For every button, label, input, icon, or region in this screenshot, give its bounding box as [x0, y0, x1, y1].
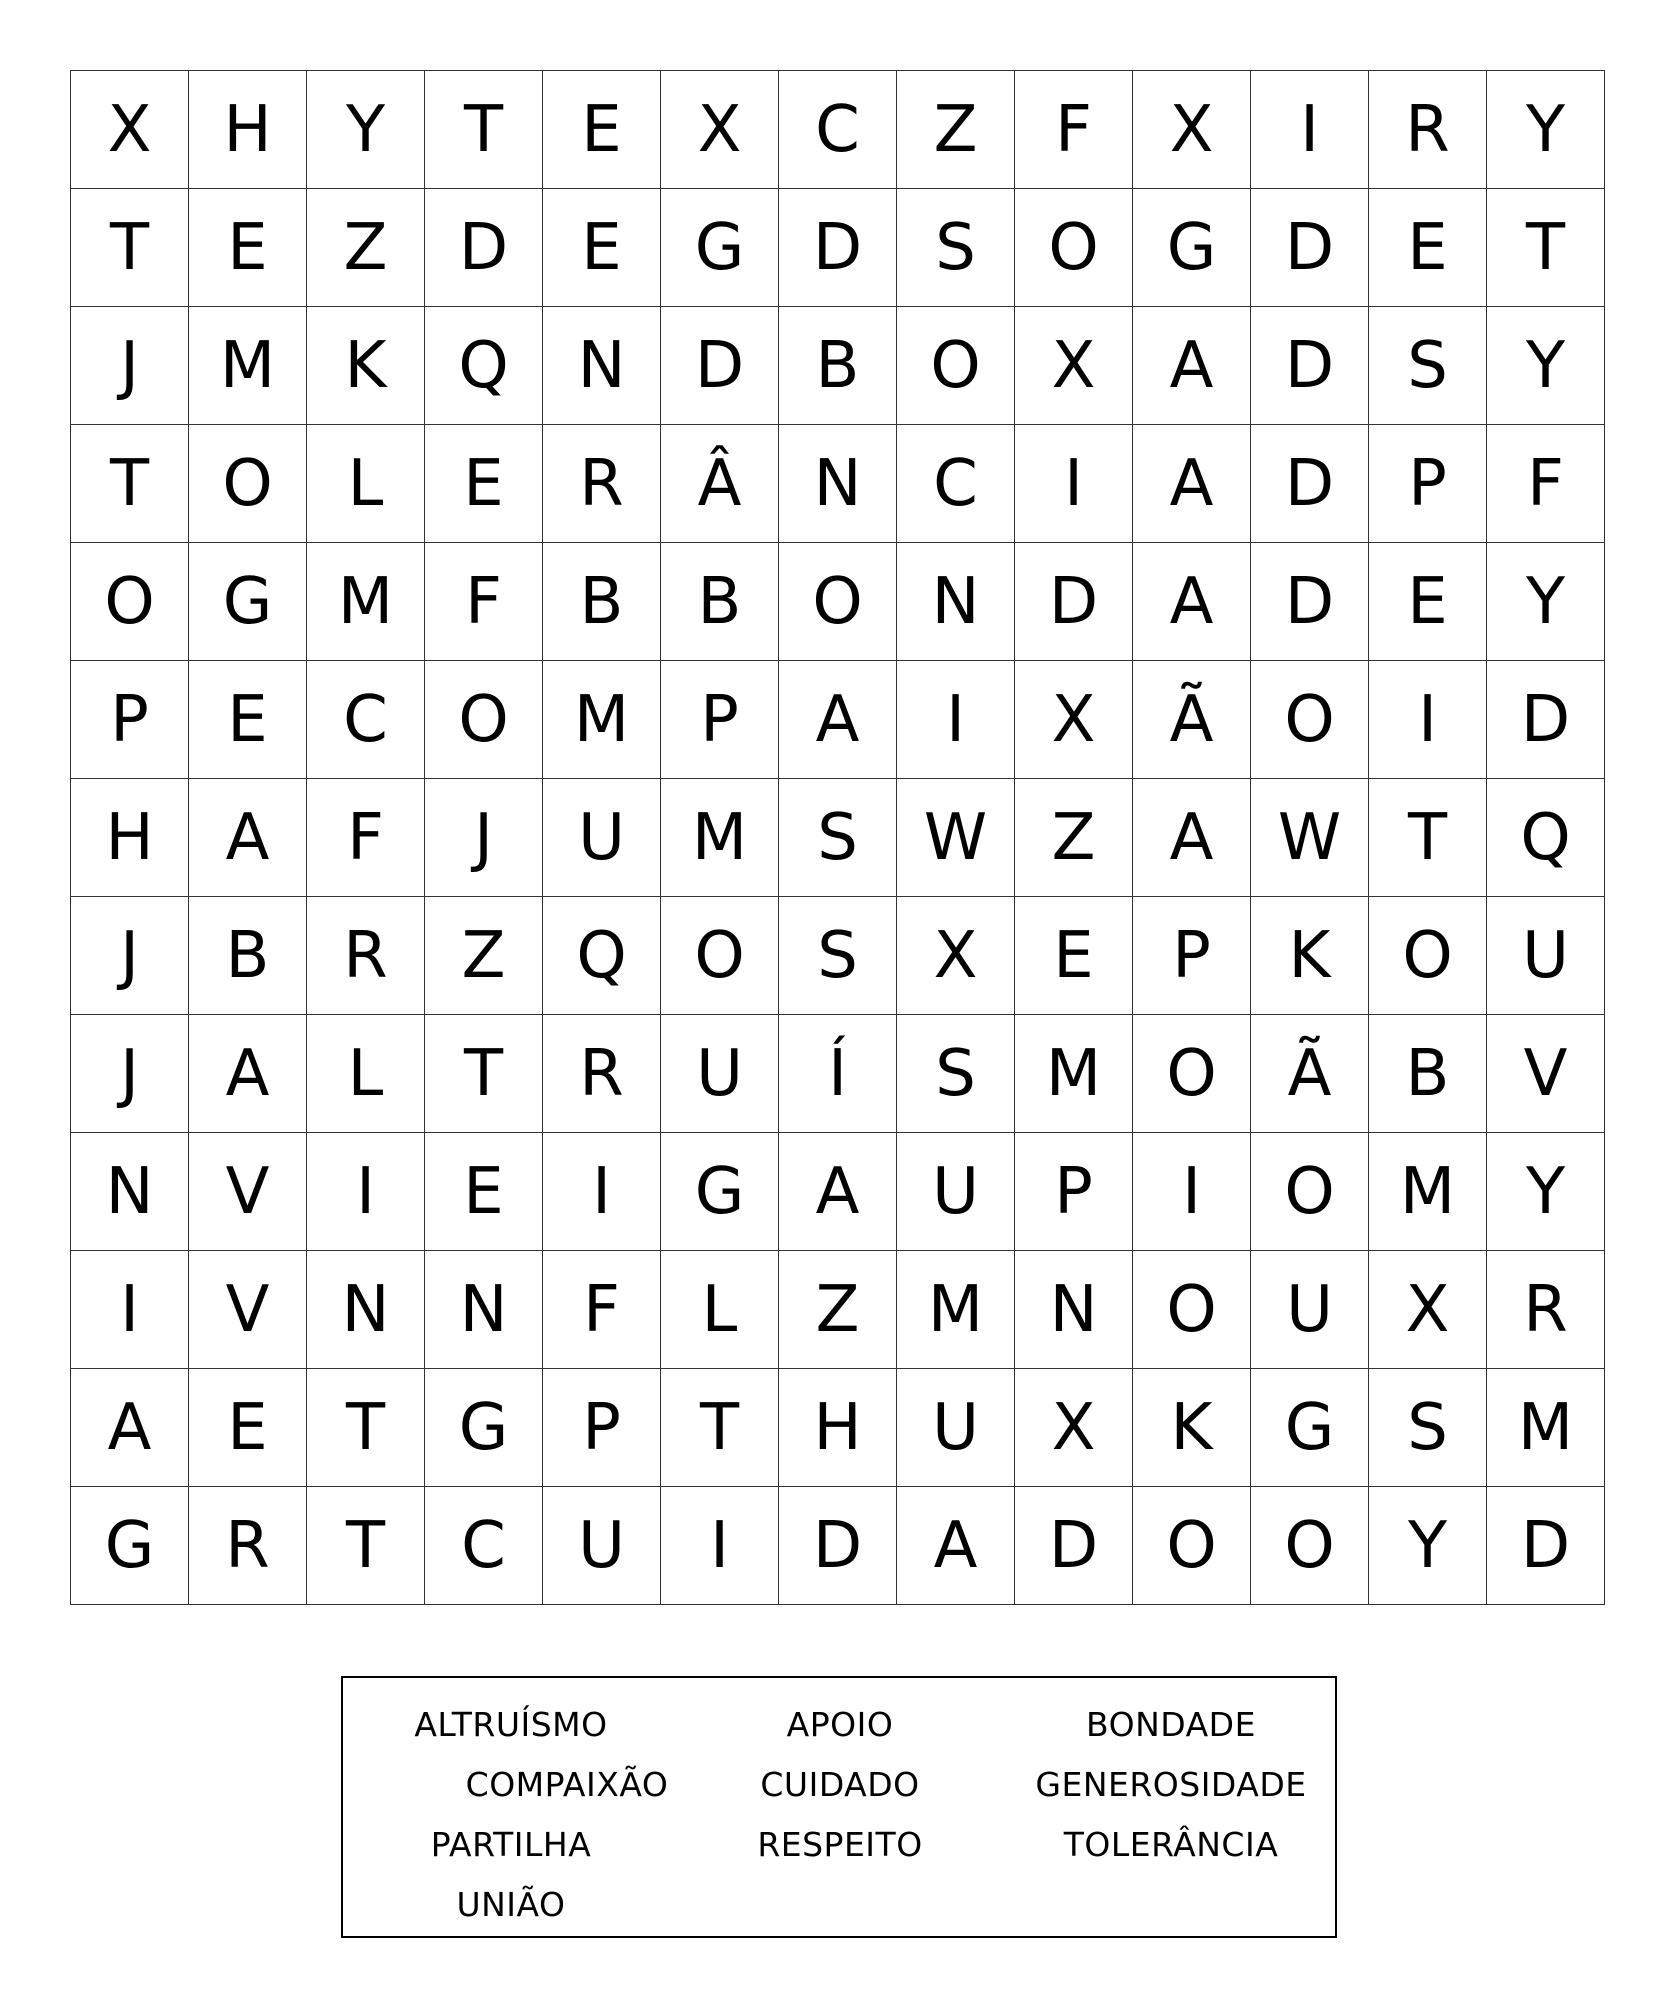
grid-cell[interactable]: F [1015, 71, 1133, 189]
word-list-item: CUIDADO [760, 1765, 920, 1804]
grid-cell[interactable]: D [1487, 1487, 1605, 1605]
grid-cell[interactable]: M [1487, 1369, 1605, 1487]
grid-cell[interactable]: D [779, 1487, 897, 1605]
grid-cell[interactable]: F [543, 1251, 661, 1369]
word-list-item: RESPEITO [757, 1825, 923, 1864]
grid-cell[interactable]: E [425, 425, 543, 543]
grid-cell[interactable]: H [189, 71, 307, 189]
grid-cell[interactable]: E [189, 1369, 307, 1487]
word-list-item: PARTILHA [430, 1825, 592, 1864]
grid-cell[interactable]: P [543, 1369, 661, 1487]
grid-cell[interactable]: Y [1487, 307, 1605, 425]
grid-cell[interactable]: Í [779, 1015, 897, 1133]
grid-cell[interactable]: U [543, 1487, 661, 1605]
grid-cell[interactable]: Y [1487, 543, 1605, 661]
grid-cell[interactable]: O [1133, 1251, 1251, 1369]
grid-cell[interactable]: Z [897, 71, 1015, 189]
word-list-item: ALTRUÍSMO [414, 1705, 608, 1744]
grid-cell[interactable]: M [1015, 1015, 1133, 1133]
grid-cell[interactable]: Z [425, 897, 543, 1015]
grid-cell[interactable]: E [1015, 897, 1133, 1015]
grid-cell[interactable]: D [779, 189, 897, 307]
grid-cell[interactable]: E [189, 661, 307, 779]
grid-cell[interactable]: S [1369, 1369, 1487, 1487]
grid-cell[interactable]: U [1487, 897, 1605, 1015]
grid-cell[interactable]: G [425, 1369, 543, 1487]
grid-cell[interactable]: Y [1487, 71, 1605, 189]
grid-cell[interactable]: R [543, 425, 661, 543]
grid-cell[interactable]: C [897, 425, 1015, 543]
grid-cell[interactable]: Z [779, 1251, 897, 1369]
grid-cell[interactable]: X [71, 71, 189, 189]
grid-cell[interactable]: H [71, 779, 189, 897]
grid-cell[interactable]: T [307, 1369, 425, 1487]
grid-cell[interactable]: I [661, 1487, 779, 1605]
grid-cell[interactable]: M [897, 1251, 1015, 1369]
grid-cell[interactable]: K [1133, 1369, 1251, 1487]
grid-cell[interactable]: N [779, 425, 897, 543]
grid-cell[interactable]: X [1015, 661, 1133, 779]
grid-cell[interactable]: A [189, 1015, 307, 1133]
grid-cell[interactable]: L [307, 425, 425, 543]
grid-cell[interactable]: O [1133, 1487, 1251, 1605]
grid-cell[interactable]: Q [1487, 779, 1605, 897]
grid-cell[interactable]: P [1369, 425, 1487, 543]
grid-cell[interactable]: U [1251, 1251, 1369, 1369]
grid-cell[interactable]: O [71, 543, 189, 661]
grid-cell[interactable]: G [1251, 1369, 1369, 1487]
grid-cell[interactable]: Y [1487, 1133, 1605, 1251]
grid-cell[interactable]: N [897, 543, 1015, 661]
grid-cell[interactable]: O [1251, 1487, 1369, 1605]
grid-cell[interactable]: O [1251, 1133, 1369, 1251]
grid-cell[interactable]: Â [661, 425, 779, 543]
grid-cell[interactable]: T [425, 1015, 543, 1133]
grid-cell[interactable]: O [189, 425, 307, 543]
grid-cell[interactable]: T [71, 189, 189, 307]
grid-cell[interactable]: I [897, 661, 1015, 779]
grid-cell[interactable]: I [543, 1133, 661, 1251]
grid-cell[interactable]: O [425, 661, 543, 779]
grid-cell[interactable]: S [897, 189, 1015, 307]
grid-cell[interactable]: U [661, 1015, 779, 1133]
grid-cell[interactable]: F [1487, 425, 1605, 543]
grid-cell[interactable]: A [1133, 543, 1251, 661]
grid-cell[interactable]: T [71, 425, 189, 543]
grid-cell[interactable]: S [779, 897, 897, 1015]
grid-cell[interactable]: N [543, 307, 661, 425]
grid-cell[interactable]: X [1133, 71, 1251, 189]
grid-cell[interactable]: T [661, 1369, 779, 1487]
word-list-item: UNIÃO [456, 1885, 566, 1924]
grid-cell[interactable]: J [71, 897, 189, 1015]
grid-cell[interactable]: I [307, 1133, 425, 1251]
grid-cell[interactable]: E [425, 1133, 543, 1251]
grid-cell[interactable]: A [779, 1133, 897, 1251]
word-list-item: GENEROSIDADE [1035, 1765, 1307, 1804]
grid-cell[interactable]: B [189, 897, 307, 1015]
grid-cell[interactable]: N [307, 1251, 425, 1369]
grid-cell[interactable]: I [1133, 1133, 1251, 1251]
word-list-item: TOLERÂNCIA [1063, 1825, 1279, 1864]
letter-grid [70, 70, 1605, 1605]
grid-cell[interactable]: N [71, 1133, 189, 1251]
word-list-item: APOIO [786, 1705, 894, 1744]
grid-cell[interactable]: C [779, 71, 897, 189]
grid-cell[interactable]: C [307, 661, 425, 779]
grid-cell[interactable]: P [1015, 1133, 1133, 1251]
grid-cell[interactable]: X [897, 897, 1015, 1015]
grid-cell[interactable]: F [425, 543, 543, 661]
grid-cell[interactable]: R [543, 1015, 661, 1133]
grid-cell[interactable]: D [1251, 189, 1369, 307]
grid-cell[interactable]: V [189, 1251, 307, 1369]
grid-cell[interactable]: T [1369, 779, 1487, 897]
grid-cell[interactable]: A [1133, 307, 1251, 425]
grid-cell[interactable]: D [1251, 543, 1369, 661]
grid-cell[interactable]: J [71, 1015, 189, 1133]
grid-cell[interactable]: U [897, 1133, 1015, 1251]
grid-cell[interactable]: P [1133, 897, 1251, 1015]
word-list-item: COMPAIXÃO [465, 1765, 669, 1804]
grid-cell[interactable]: A [779, 661, 897, 779]
grid-cell[interactable]: M [543, 661, 661, 779]
grid-cell[interactable]: K [1251, 897, 1369, 1015]
grid-cell[interactable]: E [189, 189, 307, 307]
grid-cell[interactable]: V [1487, 1015, 1605, 1133]
grid-cell[interactable]: A [897, 1487, 1015, 1605]
grid-cell[interactable]: B [779, 307, 897, 425]
grid-cell[interactable]: X [661, 71, 779, 189]
grid-cell[interactable]: R [1369, 71, 1487, 189]
grid-cell[interactable]: B [661, 543, 779, 661]
grid-cell[interactable]: O [1133, 1015, 1251, 1133]
grid-cell[interactable]: E [543, 189, 661, 307]
grid-cell[interactable]: M [661, 779, 779, 897]
grid-cell[interactable]: O [1015, 189, 1133, 307]
grid-cell[interactable]: J [425, 779, 543, 897]
word-list-box [341, 1676, 1337, 1938]
grid-cell[interactable]: E [543, 71, 661, 189]
grid-cell[interactable]: W [897, 779, 1015, 897]
grid-cell[interactable]: Q [543, 897, 661, 1015]
grid-cell[interactable]: U [543, 779, 661, 897]
grid-cell[interactable]: Ã [1251, 1015, 1369, 1133]
grid-cell[interactable]: D [1487, 661, 1605, 779]
grid-cell[interactable]: T [1487, 189, 1605, 307]
grid-cell[interactable]: H [779, 1369, 897, 1487]
grid-cell[interactable]: M [1369, 1133, 1487, 1251]
grid-cell[interactable]: D [425, 189, 543, 307]
grid-cell[interactable]: E [1369, 543, 1487, 661]
grid-cell[interactable]: I [1369, 661, 1487, 779]
grid-cell[interactable]: Q [425, 307, 543, 425]
grid-cell[interactable]: G [189, 543, 307, 661]
grid-cell[interactable]: J [71, 307, 189, 425]
grid-cell[interactable]: M [307, 543, 425, 661]
grid-cell[interactable]: N [425, 1251, 543, 1369]
grid-cell[interactable]: Z [1015, 779, 1133, 897]
grid-cell[interactable]: O [1369, 897, 1487, 1015]
grid-cell[interactable]: Ã [1133, 661, 1251, 779]
grid-cell[interactable]: A [71, 1369, 189, 1487]
grid-cell[interactable]: K [307, 307, 425, 425]
grid-cell[interactable]: D [1251, 307, 1369, 425]
grid-cell[interactable]: R [189, 1487, 307, 1605]
grid-cell[interactable]: A [1133, 779, 1251, 897]
grid-cell[interactable]: D [1251, 425, 1369, 543]
grid-cell[interactable]: S [897, 1015, 1015, 1133]
grid-cell[interactable]: D [1015, 543, 1133, 661]
grid-cell[interactable]: G [661, 189, 779, 307]
grid-cell[interactable]: C [425, 1487, 543, 1605]
grid-cell[interactable]: R [307, 897, 425, 1015]
grid-cell[interactable]: B [543, 543, 661, 661]
grid-cell[interactable]: P [71, 661, 189, 779]
grid-cell[interactable]: X [1015, 1369, 1133, 1487]
grid-cell[interactable]: M [189, 307, 307, 425]
grid-cell[interactable]: O [661, 897, 779, 1015]
grid-cell[interactable]: P [661, 661, 779, 779]
grid-cell[interactable]: A [189, 779, 307, 897]
grid-cell[interactable]: L [307, 1015, 425, 1133]
grid-cell[interactable]: G [661, 1133, 779, 1251]
grid-cell[interactable]: I [1251, 71, 1369, 189]
grid-cell[interactable]: W [1251, 779, 1369, 897]
grid-cell[interactable]: X [1015, 307, 1133, 425]
grid-cell[interactable]: B [1369, 1015, 1487, 1133]
grid-cell[interactable]: R [1487, 1251, 1605, 1369]
grid-cell[interactable]: G [71, 1487, 189, 1605]
grid-cell[interactable]: T [425, 71, 543, 189]
grid-cell[interactable]: Y [307, 71, 425, 189]
grid-cell[interactable]: Z [307, 189, 425, 307]
grid-cell[interactable]: T [307, 1487, 425, 1605]
grid-cell[interactable]: I [71, 1251, 189, 1369]
grid-cell[interactable]: V [189, 1133, 307, 1251]
grid-cell[interactable]: X [1369, 1251, 1487, 1369]
grid-cell[interactable]: U [897, 1369, 1015, 1487]
grid-cell[interactable]: D [1015, 1487, 1133, 1605]
grid-cell[interactable]: O [779, 543, 897, 661]
grid-cell[interactable]: S [1369, 307, 1487, 425]
grid-cell[interactable]: G [1133, 189, 1251, 307]
grid-cell[interactable]: F [307, 779, 425, 897]
grid-cell[interactable]: D [661, 307, 779, 425]
grid-cell[interactable]: S [779, 779, 897, 897]
grid-cell[interactable]: L [661, 1251, 779, 1369]
grid-cell[interactable]: A [1133, 425, 1251, 543]
grid-cell[interactable]: N [1015, 1251, 1133, 1369]
word-list-item: BONDADE [1086, 1705, 1256, 1744]
grid-cell[interactable]: Y [1369, 1487, 1487, 1605]
grid-cell[interactable]: O [897, 307, 1015, 425]
grid-cell[interactable]: O [1251, 661, 1369, 779]
grid-cell[interactable]: E [1369, 189, 1487, 307]
grid-cell[interactable]: I [1015, 425, 1133, 543]
